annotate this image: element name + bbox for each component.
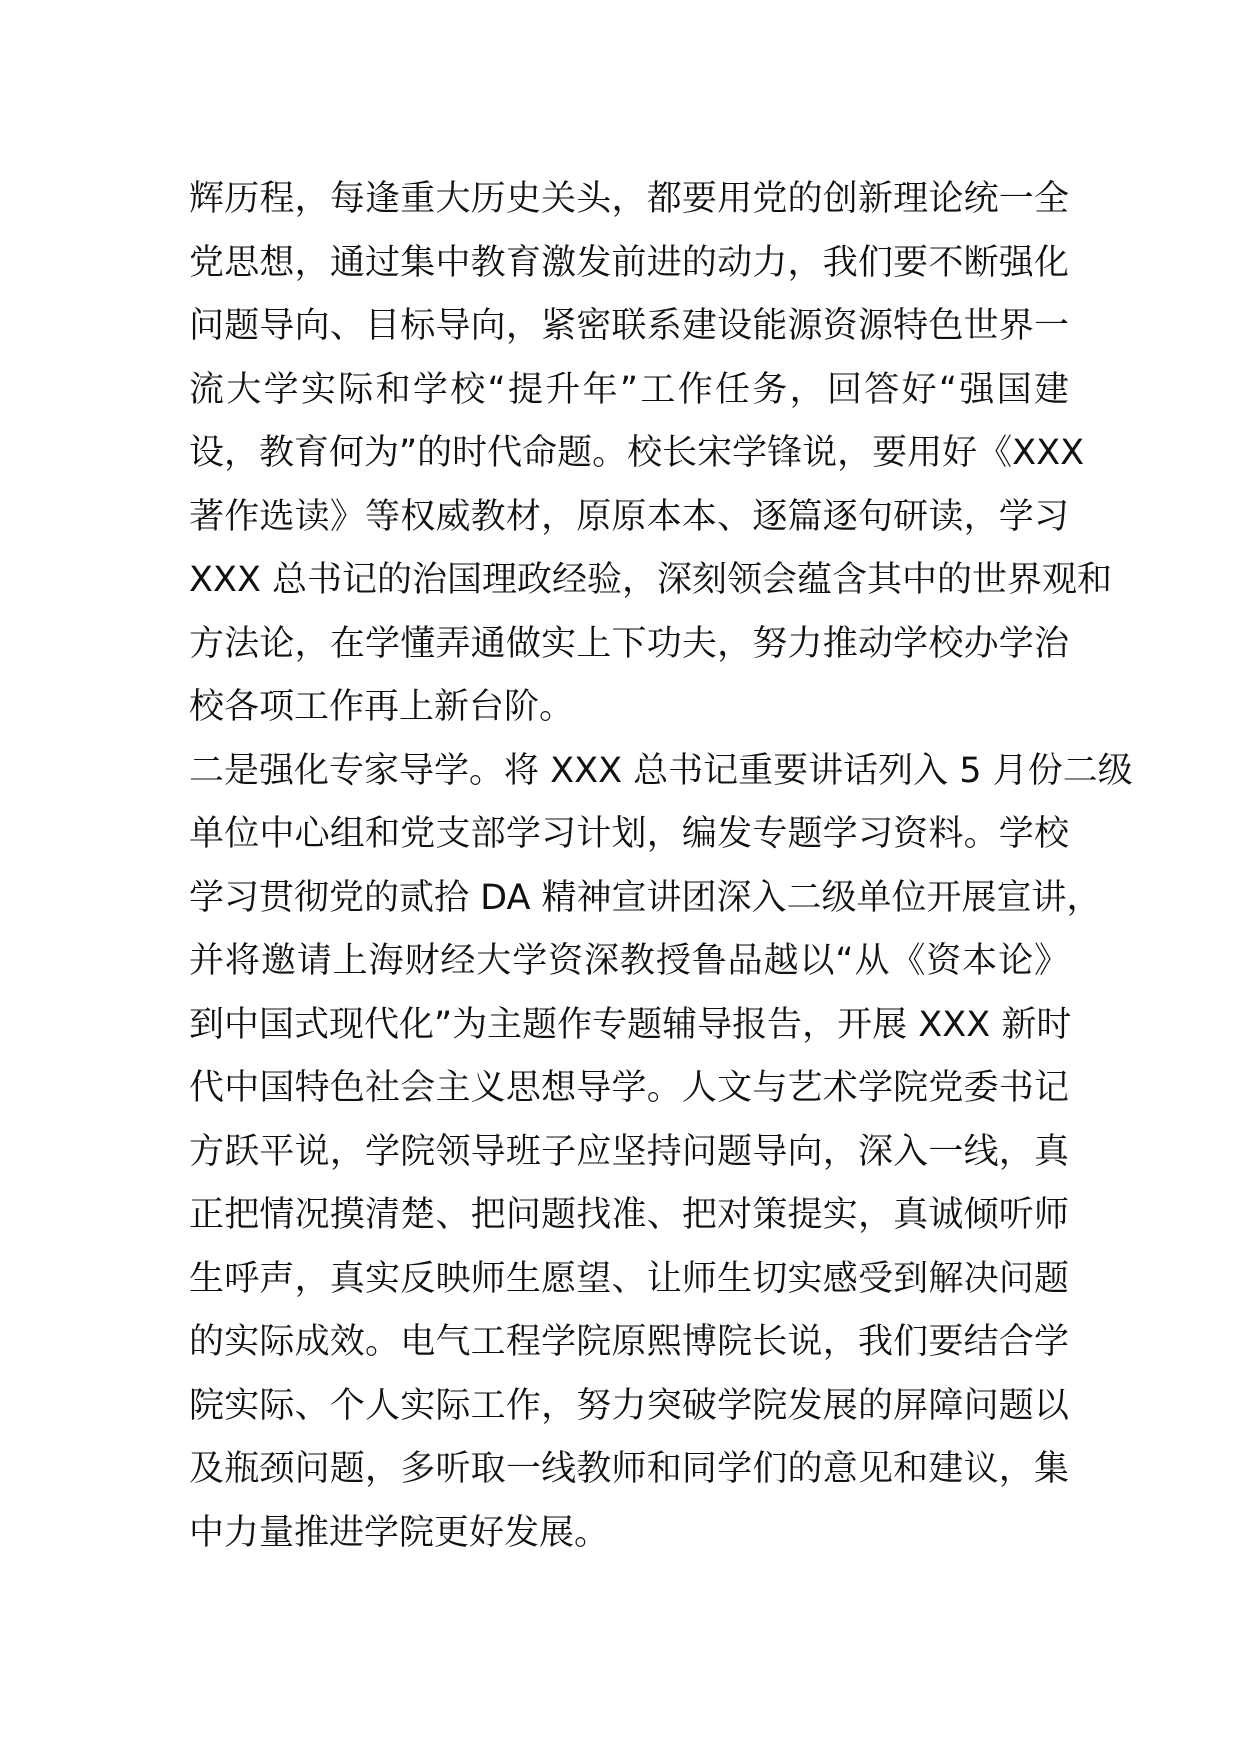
text-line: 流大学实际和学校“提升年”工作任务，回答好“强国建 — [189, 369, 1069, 410]
text-line: 并将邀请上海财经大学资深教授鲁品越以“从《资本论》 — [189, 941, 1069, 981]
document-body — [189, 168, 1133, 1565]
text-line: 校各项工作再上新台阶。 — [189, 687, 575, 727]
text-line: 学习贯彻党的贰拾 DA 精神宣讲团深入二级单位开展宣讲， — [189, 877, 1102, 918]
text-line: 辉历程，每逢重大历史关头，都要用党的创新理论统一全 — [189, 179, 1069, 219]
text-line: 生呼声，真实反映师生愿望、让师生切实感受到解决问题 — [189, 1258, 1069, 1299]
text-line: 著作选读》等权威教材，原原本本、逐篇逐句研读，学习 — [189, 496, 1069, 537]
text-line: 正把情况摸清楚、把问题找准、把对策提实，真诚倾听师 — [189, 1195, 1069, 1235]
text-line: 设，教育何为”的时代命题。校长宋学锋说，要用好《XXX — [189, 433, 1085, 473]
text-line: 单位中心组和党支部学习计划，编发专题学习资料。学校 — [189, 814, 1069, 854]
text-line: 院实际、个人实际工作，努力突破学院发展的屏障问题以 — [189, 1385, 1069, 1426]
text-line: 二是强化专家导学。将 XXX 总书记重要讲话列入 5 月份二级 — [189, 750, 1133, 791]
paragraph-2 — [189, 740, 1133, 1566]
text-line: 到中国式现代化”为主题作专题辅导报告，开展 XXX 新时 — [189, 1004, 1072, 1045]
paragraph-1 — [189, 168, 1113, 740]
text-line: 党思想，通过集中教育激发前进的动力，我们要不断强化 — [189, 242, 1069, 283]
text-line: 代中国特色社会主义思想导学。人文与艺术学院党委书记 — [189, 1068, 1069, 1108]
text-line: 方法论，在学懂弄通做实上下功夫，努力推动学校办学治 — [189, 623, 1069, 664]
text-line: 的实际成效。电气工程学院原熙博院长说，我们要结合学 — [189, 1322, 1069, 1362]
text-line: 及瓶颈问题，多听取一线教师和同学们的意见和建议，集 — [189, 1449, 1069, 1489]
text-line: XXX 总书记的治国理政经验，深刻领会蕴含其中的世界观和 — [189, 560, 1113, 600]
text-line: 中力量推进学院更好发展。 — [189, 1512, 610, 1553]
text-line: 方跃平说，学院领导班子应坚持问题导向，深入一线，真 — [189, 1131, 1069, 1172]
text-line: 问题导向、目标导向，紧密联系建设能源资源特色世界一 — [189, 306, 1069, 346]
